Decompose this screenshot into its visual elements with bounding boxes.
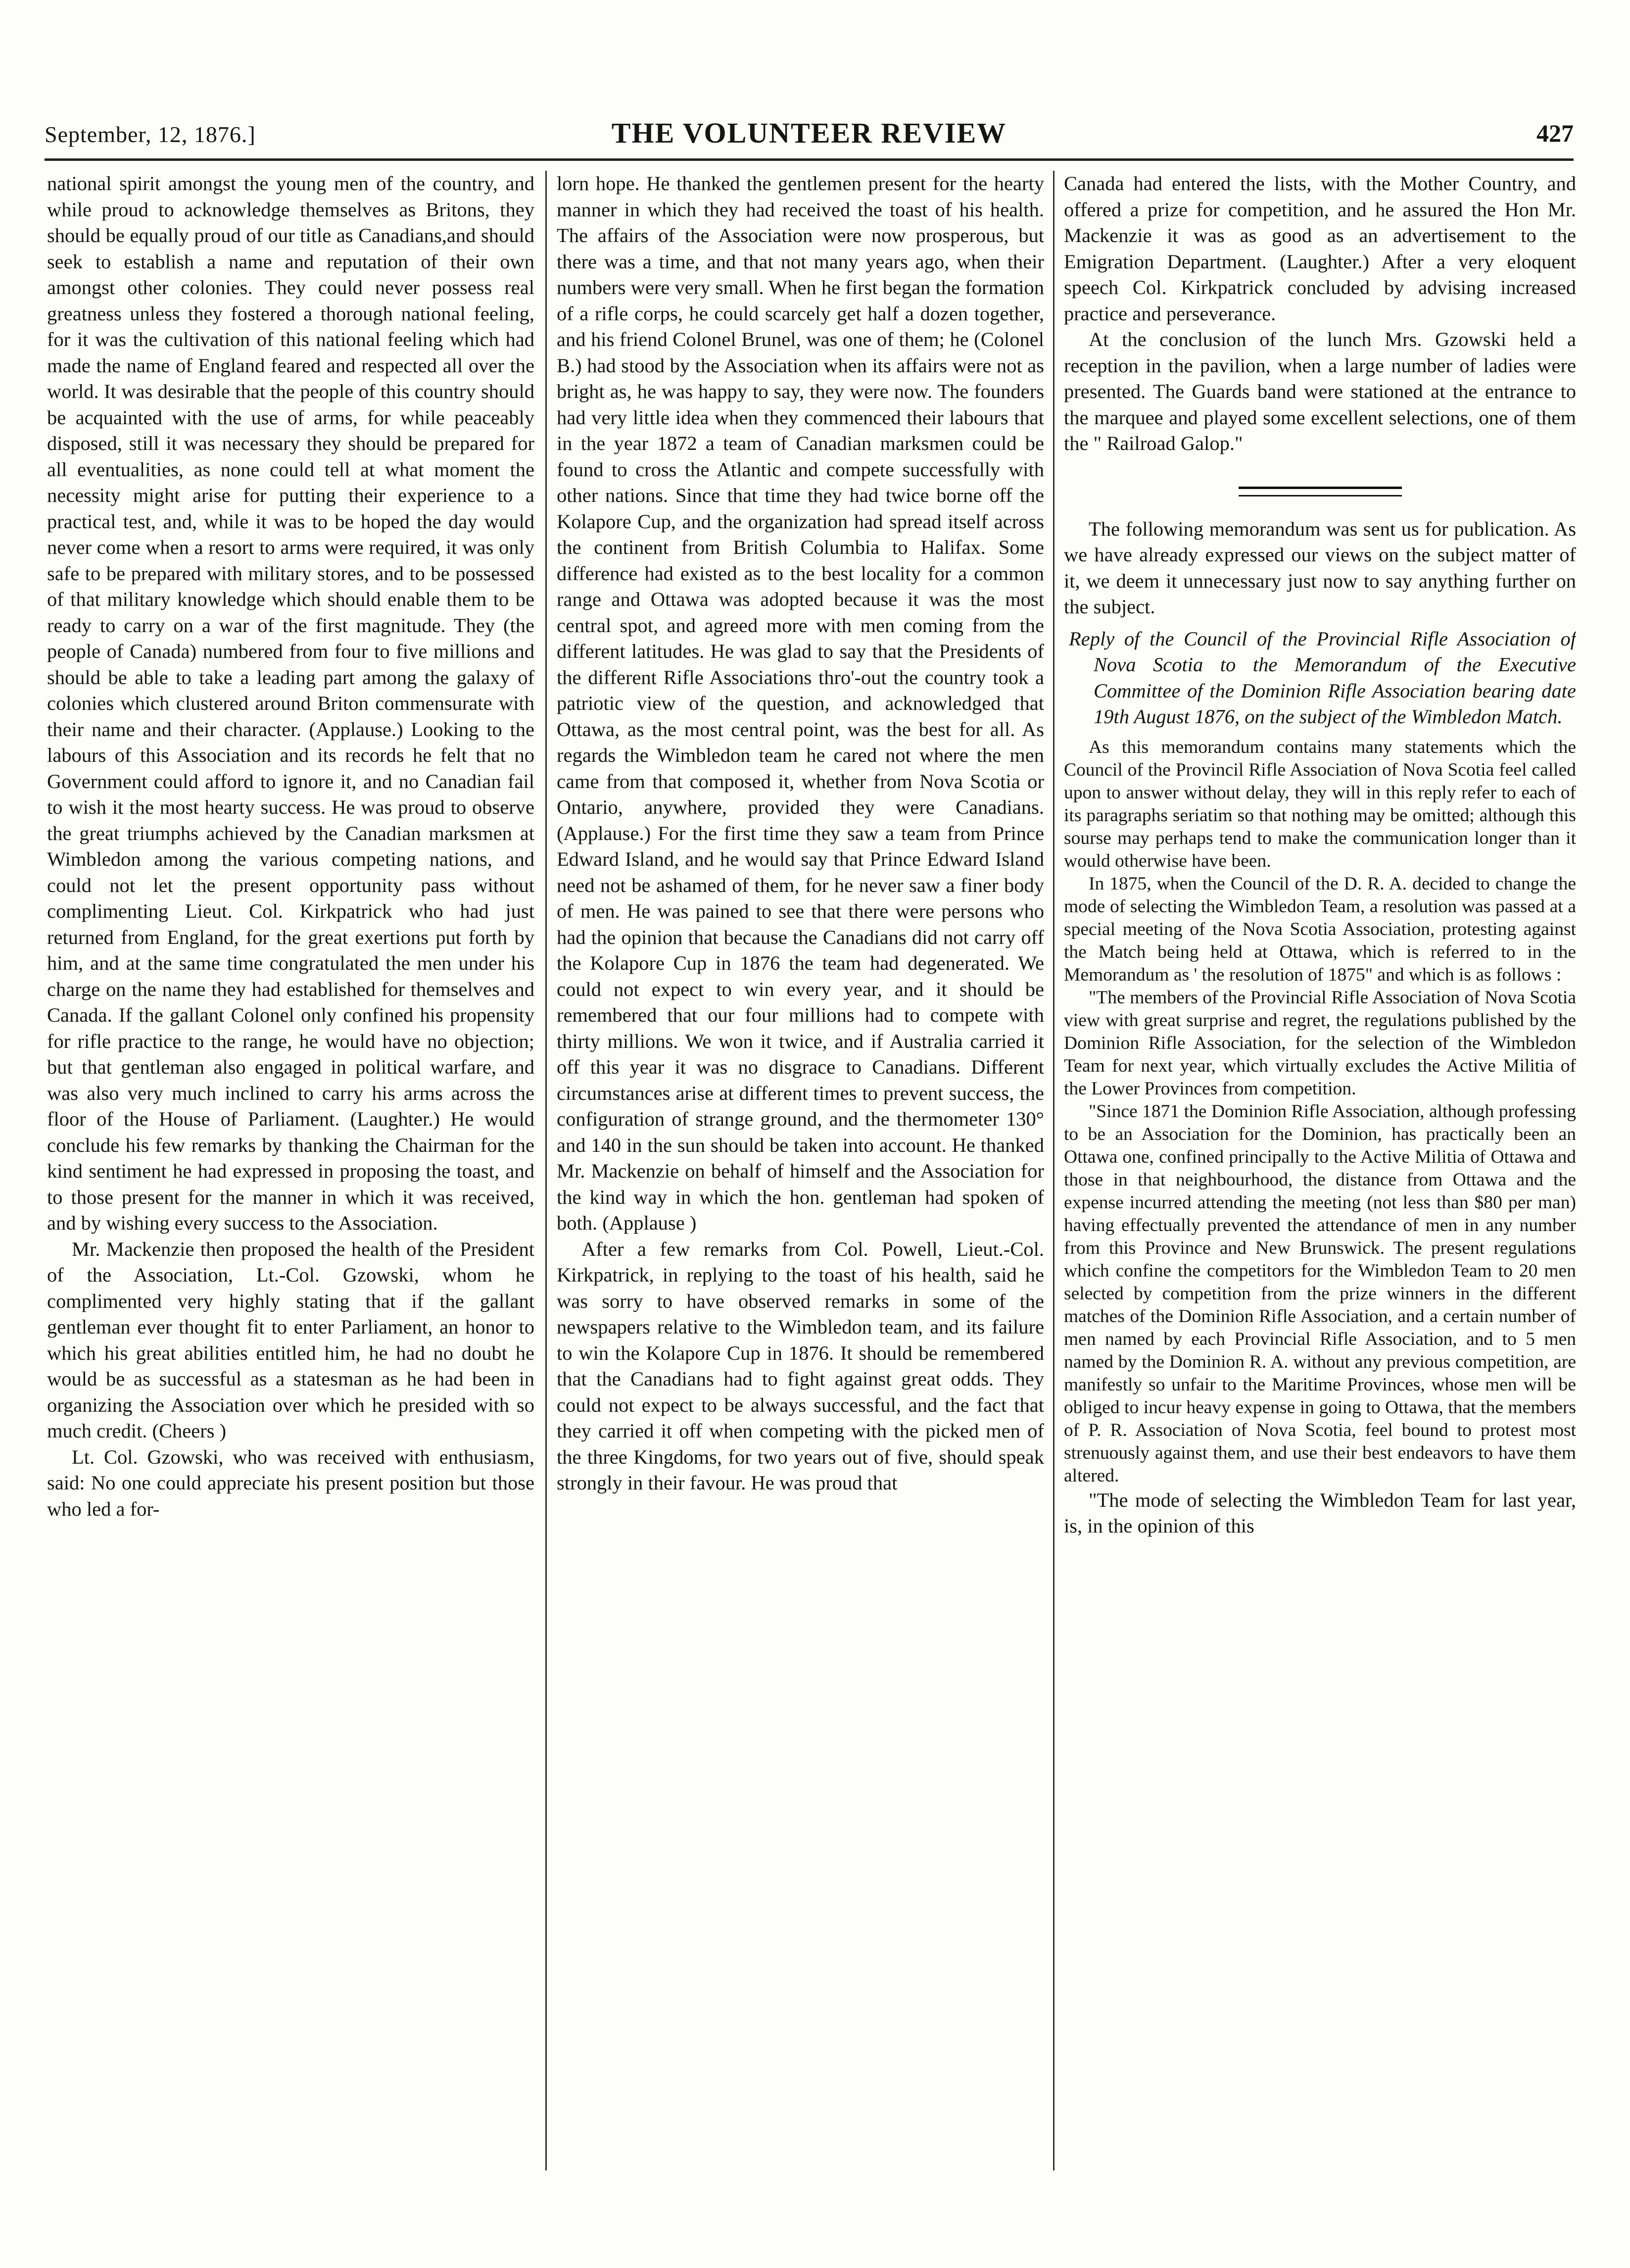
column-divider — [1053, 171, 1055, 2170]
memorandum-paragraph: In 1875, when the Council of the D. R. A. decided to change the mode of selecting the Wimbledon Team, a resolution was passed at a special meeting of the Nova Scotia Association, protesting against the Match being held at Ottawa, which is referred to in the Memorandum as ' the resolution of 1875" and which is as follows : — [1064, 873, 1576, 985]
header-rule — [45, 158, 1574, 161]
column-1 — [47, 171, 534, 2170]
section-separator — [1239, 487, 1402, 496]
article-paragraph: lorn hope. He thanked the gentlemen present for the hearty manner in which they had received the toast of his health. The affairs of the Association were now prosperous, but there was a time, and that not many years ago, when their numbers were very small. When he first began the formation of a rifle corps, he could scarcely get half a dozen together, and his friend Colonel Brunel, was one of them; he (Colonel B.) had stood by the Association when its affairs were not as bright as, he was happy to say, they were now. The founders had very little idea when they commenced their labours that in the year 1872 a team of Canadian marksmen could be found to cross the Atlantic and compete successfully with other nations. Since that time they had twice borne off the Kolapore Cup, and the organization had spread itself across the continent from British Columbia to Halifax. Some difference had existed as to the best locality for a common range and Ottawa was adopted because it was the most central spot, and agreed more with men coming from the different latitudes. He was glad to say that the Presidents of the different Rifle Associations thro'-out the country took a patriotic view of the question, and acknowledged that Ottawa, as the most central point, was the best for all. As regards the Wimbledon team he cared not where the men came from that composed it, whether from Nova Scotia or Ontario, anywhere, provided they were Canadians. (Applause.) For the first time they saw a team from Prince Edward Island, and he would say that Prince Edward Island need not be ashamed of them, for he never saw a finer body of men. He was pained to see that there were persons who had the opinion that because the Canadians did not carry off the Kolapore Cup in 1876 the team had degenerated. We could not expect to win every year, and it should be remembered that our four millions had to compete with thirty millions. We won it twice, and if Australia carried it off this year it was no disgrace to Canadians. Different circumstances arise at different times to prevent success, the configuration of strange ground, and the thermometer 130° and 140 in the sun should be taken into account. He thanked Mr. Mackenzie on behalf of himself and the Association for the kind way in which the hon. gentleman had spoken of both. (Applause ) — [557, 172, 1044, 1234]
article-paragraph: Canada had entered the lists, with the Mother Country, and offered a prize for competition, and he assured the Hon Mr. Mackenzie it was as good as an advertisement to the Emigration Department. (Laughter.) After a very eloquent speech Col. Kirkpatrick concluded by advising increased practice and perseverance. — [1064, 172, 1576, 325]
memorandum-paragraph: "The mode of selecting the Wimbledon Team for last year, is, in the opinion of this — [1064, 1488, 1576, 1537]
column-2 — [557, 171, 1044, 2170]
memorandum-paragraph: As this memorandum contains many statements which the Council of the Provincil Rifle Association of Nova Scotia feel called upon to answer without delay, they will in this reply refer to each of its paragraphs seriatim so that nothing may be omitted; although this sourse may perhaps tend to make the communication longer than it would otherwise have been. — [1064, 737, 1576, 871]
memorandum-quote: "The members of the Provincial Rifle Association of Nova Scotia view with great surprise and regret, the regulations published by the Dominion Rifle Association, for the selection of the Wimbledon Team for next year, which virtually excludes the Active Militia of the Lower Provinces from competition. — [1064, 987, 1576, 1099]
article-paragraph: After a few remarks from Col. Powell, Lieut.-Col. Kirkpatrick, in replying to the toast of his health, said he was sorry to have observed remarks in some of the newspapers relative to the Wimbledon team, and its failure to win the Kolapore Cup in 1876. It should be remembered that the Canadians had to fight against great odds. They could not expect to be always successful, and the fact that they carried it off when competing with the picked men of the three Kingdoms, for two years out of five, should speak strongly in their favour. He was proud that — [557, 1237, 1044, 1494]
header-date: September, 12, 1876.] — [45, 122, 256, 147]
memorandum-quote: "Since 1871 the Dominion Rifle Association, although professing to be an Association for the Dominion, has practically been an Ottawa one, confined principally to the Active Militia of Ottawa and those in that neighbourhood, the distance from Ottawa and the expense incurred attending the meeting (not less than $80 per man) having effectually prevented the attendance of men in any number from this Province and New Brunswick. The present regulations which confine the competitors for the Wimbledon Team to 20 men selected by competition from the prize winners in the different matches of the Dominion Rifle Association, and a certain number of men named by each Provincial Rifle Association, and to 5 men named by the Dominion R. A. without any previous competition, are manifestly so unfair to the Maritime Provinces, whose men will be obliged to incur heavy expense in going to Ottawa, that the members of P. R. Association of Nova Scotia, feel bound to protest most strenuously against them, and use their best endeavors to have them altered. — [1064, 1101, 1576, 1486]
page-header — [45, 116, 1574, 153]
article-paragraph: Mr. Mackenzie then proposed the health of the President of the Association, Lt.-Col. Gzowski, whom he complimented very highly stating that if the gallant gentleman ever thought fit to enter Parliament, an honor to which his great abilities entitled him, he had no doubt he would be as successful as a statesman as he had been in organizing the Association over which he presided with so much credit. (Cheers ) — [47, 1237, 534, 1442]
article-paragraph: Lt. Col. Gzowski, who was received with enthusiasm, said: No one could appreciate his present position but those who led a for- — [47, 1445, 534, 1520]
memorandum-title: Reply of the Council of the Provincial Rifle Association of Nova Scotia to the Memorandum of the Executive Committee of the Dominion Rifle Association bearing date 19th August 1876, on the subject of the Wimbledon Match. — [1069, 627, 1576, 728]
editorial-note: The following memorandum was sent us for publication. As we have already expressed our views on the subject matter of it, we deem it unnecessary just now to say anything further on the subject. — [1064, 517, 1576, 618]
column-divider — [545, 171, 547, 2170]
header-title: THE VOLUNTEER REVIEW — [611, 117, 1007, 149]
column-3 — [1064, 171, 1576, 2170]
article-paragraph: national spirit amongst the young men of the country, and while proud to acknowledge themselves as Britons, they should be equally proud of our title as Canadians,and should seek to establish a name and reputation of their own amongst other colonies. They could never possess real greatness unless they fostered a thorough national feeling, for it was the cultivation of this national feeling which had made the name of England feared and respected all over the world. It was desirable that the people of this country should be acquainted with the use of arms, for while peaceably disposed, still it was necessary they should be prepared for all eventualities, as none could tell at what moment the necessity might arise for putting their experience to a practical test, and, while it was to be hoped the day would never come when a resort to arms were required, it was only safe to be prepared with military stores, and to be possessed of that military knowledge which should enable them to be ready to carry on a war of the first magnitude. They (the people of Canada) numbered from four to five millions and should be able to take a leading part among the galaxy of colonies which clustered around Briton commensurate with their name and their character. (Applause.) Looking to the labours of this Association and its records he felt that no Government could afford to ignore it, and no Canadian fail to wish it the most hearty success. He was proud to observe the great triumphs achieved by the Canadian marksmen at Wimbledon among the various competing nations, and could not let the present opportunity pass without complimenting Lieut. Col. Kirkpatrick who had just returned from England, for the great exertions put forth by him, and at the same time congratulated the men under his charge on the name they had established for themselves and Canada. If the gallant Colonel only confined his propensity for rifle practice to the range, he would have no objection; but that gentleman also engaged in political warfare, and was also very much inclined to carry his arms across the floor of the House of Parliament. (Laughter.) He would conclude his few remarks by thanking the Chairman for the kind sentiment he had expressed in proposing the toast, and to those present for the manner in which it was received, and by wishing every success to the Association. — [47, 172, 534, 1234]
article-paragraph: At the conclusion of the lunch Mrs. Gzowski held a reception in the pavilion, when a large number of ladies were presented. The Guards band were stationed at the entrance to the marquee and played some excellent selections, one of them the " Railroad Galop." — [1064, 328, 1576, 454]
page-number: 427 — [1536, 119, 1574, 147]
